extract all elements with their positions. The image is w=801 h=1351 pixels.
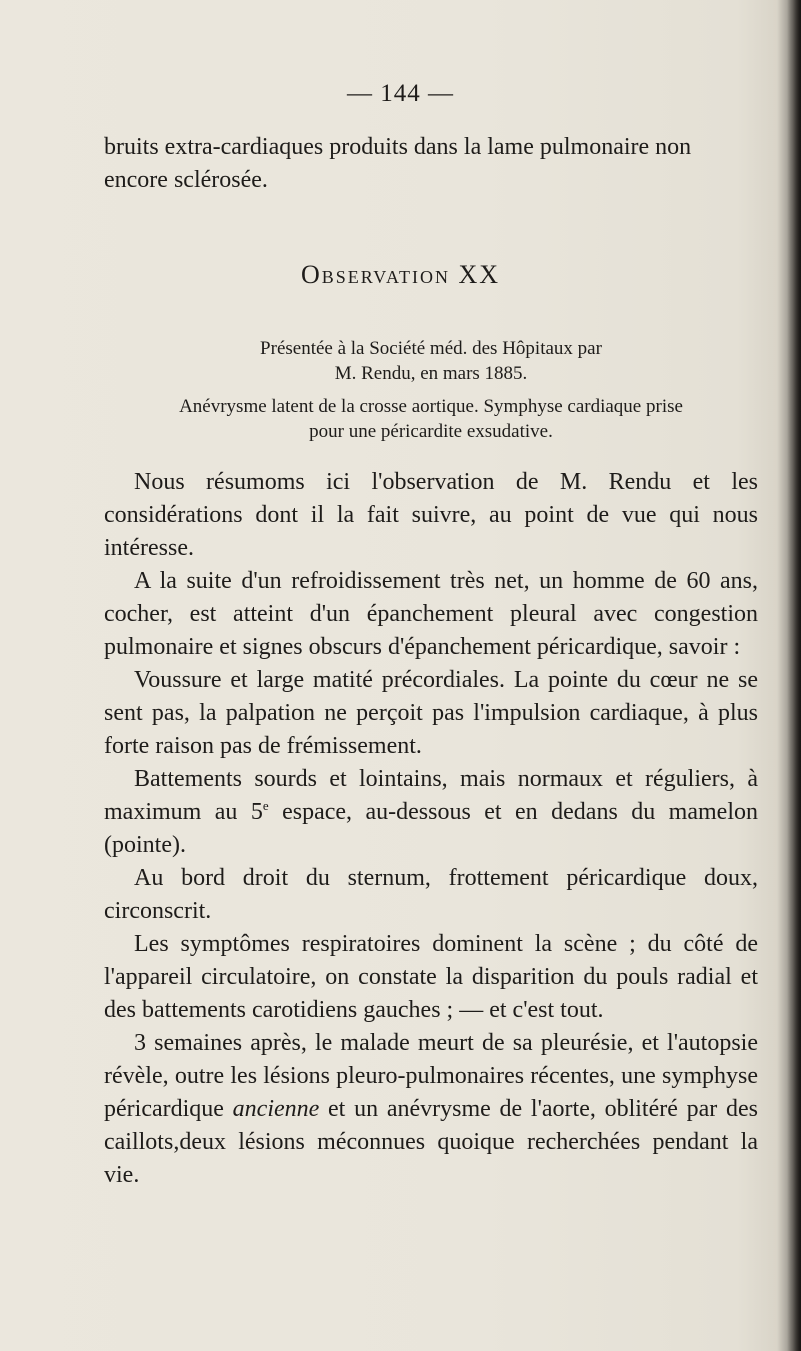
observation-heading: Observation XX [300, 260, 501, 289]
intro-paragraph: bruits extra-cardiaques produits dans la lame pulmonaire non encore sclérosée. [104, 134, 692, 193]
observation-body [104, 466, 758, 1192]
paragraph-7-part-1: 3 semaines après, le malade meurt de sa pleurésie, et l'autopsie révèle, outre les lésions pleuro-pulmonaires récentes, une symphyse péricardique [104, 1030, 758, 1122]
page-edge-shadow [787, 0, 801, 1351]
summary-line-2: pour une péricardite exsudative. [309, 421, 553, 442]
paragraph-4-part-1: Battements sourds et lointains, mais normaux et réguliers, à maximum au 5 [104, 766, 758, 825]
paragraph-2: A la suite d'un refroidissement très net, un homme de 60 ans, cocher, est atteint d'un épanchement pleural avec congestion pulmonaire et signes obscurs d'épanchement péricardique, savoir : [104, 568, 758, 660]
paragraph-7 [104, 1027, 758, 1192]
paragraph-1: Nous résumoms ici l'observation de M. Rendu et les considérations dont il la fait suivre, au point de vue qui nous intéresse. [104, 469, 758, 561]
presented-line-1: Présentée à la Société méd. des Hôpitaux par [260, 338, 602, 359]
presented-note [104, 336, 758, 386]
summary-line-1: Anévrysme latent de la crosse aortique. Symphyse cardiaque prise [179, 396, 683, 417]
paragraph-5: Au bord droit du sternum, frottement péricardique doux, circonscrit. [104, 865, 758, 924]
paragraph-7-part-2: et un anévrysme de l'aorte, oblitéré par des caillots,deux lésions méconnues quoique recherchées pendant la vie. [104, 1096, 758, 1188]
paragraph-4-part-2: espace, au-dessous et en dedans du mamelon (pointe). [104, 799, 758, 858]
paragraph-4 [104, 763, 758, 862]
presented-line-2: M. Rendu, en mars 1885. [334, 363, 528, 384]
paragraph-3: Voussure et large matité précordiales. La pointe du cœur ne se sent pas, la palpation ne perçoit pas l'impulsion cardiaque, à plus forte raison pas de frémissement. [104, 667, 758, 759]
page-number: — 144 — [347, 80, 454, 107]
emphasis-ancienne: ancienne [232, 1096, 320, 1122]
paragraph-6: Les symptômes respiratoires dominent la scène ; du côté de l'appareil circulatoire, on constate la disparition du pouls radial et des battements carotidiens gauches ; — et c'est tout. [104, 931, 758, 1023]
case-summary [104, 394, 758, 444]
ordinal-superscript: e [262, 798, 269, 813]
